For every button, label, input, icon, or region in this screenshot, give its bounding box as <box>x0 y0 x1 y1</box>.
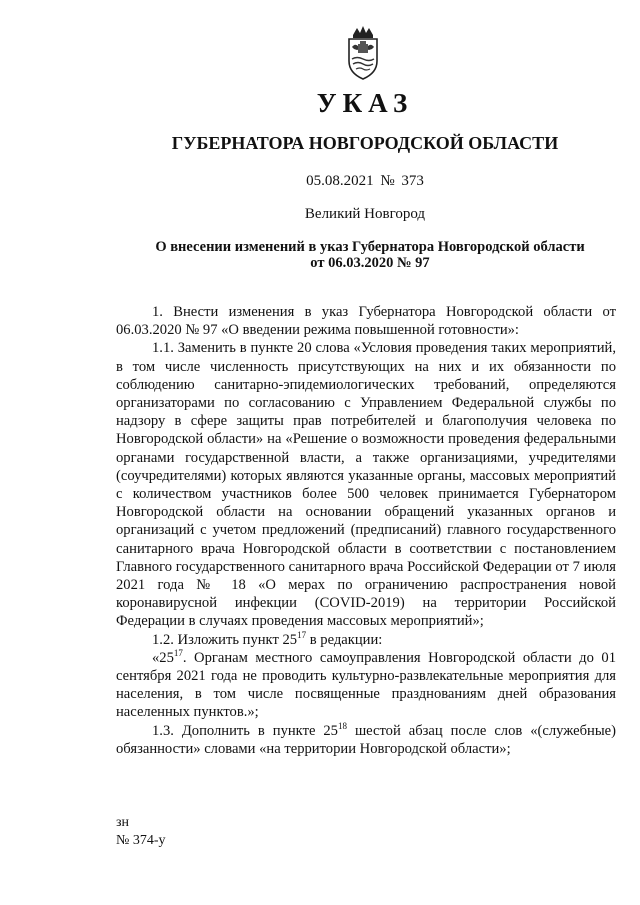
heading-line-1: О внесении изменений в указ Губернатора Новгородской области <box>155 239 585 255</box>
document-footer <box>116 814 166 850</box>
date-and-number: 05.08.2021 № 373 <box>306 173 424 189</box>
paragraph-1-2-start: 1.2. Изложить пункт 25 <box>152 631 298 648</box>
paragraph-1-3 <box>116 722 616 758</box>
heading-line-2: от 06.03.2020 № 97 <box>310 255 430 271</box>
registration-number: № 374-у <box>116 833 166 848</box>
quoted-paragraph-end: . Органам местного самоуправления Новгородской области до 01 сентября 2021 года не проводить культурно-развлекательные мероприятия для населения, в том числе посвященные празднованиям дней образования населенных пунктов.»; <box>116 649 616 721</box>
novgorod-coat-of-arms-icon <box>341 25 385 81</box>
paragraph-1-3-start: 1.3. Дополнить в пункте 25 <box>152 722 338 739</box>
quoted-paragraph-start: «25 <box>152 649 174 666</box>
city-name: Великий Новгород <box>304 206 426 222</box>
paragraph-1-2 <box>116 631 616 649</box>
paragraph-1: 1. Внести изменения в указ Губернатора Новгородской области от 06.03.2020 № 97 «О введении режима повышенной готовности»: <box>116 304 616 339</box>
quoted-paragraph <box>116 649 616 722</box>
paragraph-1-2-end: в редакции: <box>306 631 383 648</box>
superscript: 17 <box>297 629 307 640</box>
author-initials: зн <box>116 815 130 830</box>
paragraph-1-1: 1.1. Заменить в пункте 20 слова «Условия проведения таких мероприятий, в том числе численность присутствующих на них и их обязанности по соблюдению санитарно-эпидемиологических требований, определяются организаторами по согласованию с Управлением Федеральной службы по надзору в сфере защиты прав потребителей и благополучия человека по Новгородской области» на «Решение о возможности проведения федеральными органами государственной власти, а также организациями, учредителями (соучредителями) которых являются указанные органы, массовых мероприятий с количеством участников более 500 человек принимается Губернатором Новгородской области на основании обращений указанных органов и организаций с учетом предложений (предписаний) главного государственного санитарного врача Новгородской области в соответствии с постановлением Главного государственного санитарного врача Российской Федерации от 7 июля 2021 года № 18 «О мерах по ограничению распространения новой коронавирусной инфекции (COVID-2019) на территории Российской Федерации в случаях проведения массовых мероприятий»; <box>116 340 616 630</box>
paragraph-1-3-end: шестой абзац после слов «(служебные) обязанности» словами «на территории Новгородской области»; <box>116 722 616 757</box>
superscript: 17 <box>173 648 183 658</box>
document-subtitle: ГУБЕРНАТОРА НОВГОРОДСКОЙ ОБЛАСТИ <box>171 133 559 153</box>
decree-body <box>116 303 616 758</box>
document-title: УКАЗ <box>316 88 414 118</box>
superscript: 18 <box>337 720 347 731</box>
decree-heading <box>120 239 620 271</box>
